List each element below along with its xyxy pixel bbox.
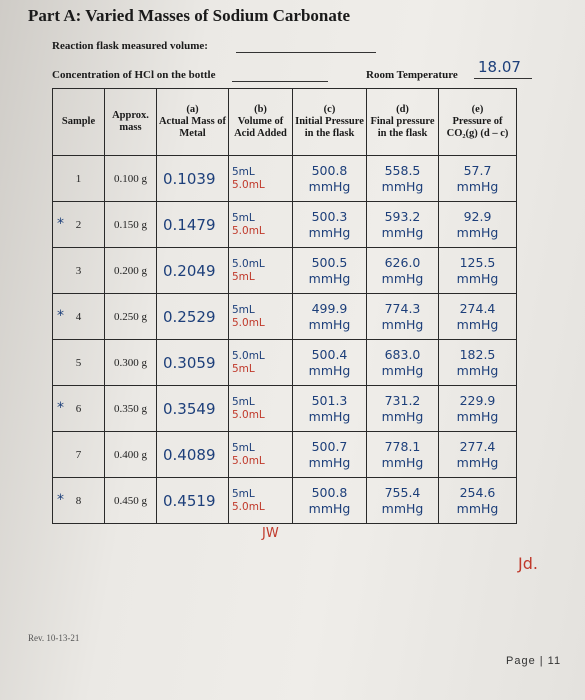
initial-pressure-value: 499.9 bbox=[311, 300, 348, 316]
actual-mass-cell: 0.2529 bbox=[157, 294, 229, 340]
co2-pressure-value: 277.4 bbox=[459, 438, 496, 454]
sample-cell bbox=[53, 202, 105, 248]
co2-pressure-value: 182.5 bbox=[459, 346, 496, 362]
data-table bbox=[52, 88, 517, 524]
table-row bbox=[53, 294, 517, 340]
table-row bbox=[53, 340, 517, 386]
sample-cell bbox=[53, 432, 105, 478]
volume-value-alt: 5mL bbox=[232, 362, 255, 375]
final-pressure-cell bbox=[367, 340, 439, 386]
volume-value: 5mL bbox=[232, 441, 255, 454]
header-e: (e) Pressure of CO₂(g) (d – c) bbox=[439, 89, 517, 156]
sample-cell bbox=[53, 340, 105, 386]
sample-cell bbox=[53, 386, 105, 432]
sample-number: 8 bbox=[75, 494, 82, 507]
sample-number: 3 bbox=[75, 264, 82, 277]
approx-mass-cell: 0.350 g bbox=[105, 386, 157, 432]
volume-value-alt: 5.0mL bbox=[232, 224, 265, 237]
volume-value-alt: 5.0mL bbox=[232, 454, 265, 467]
final-pressure-unit: mmHg bbox=[381, 408, 424, 424]
final-pressure-unit: mmHg bbox=[381, 270, 424, 286]
final-pressure-cell bbox=[367, 432, 439, 478]
co2-pressure-unit: mmHg bbox=[456, 454, 499, 470]
initial-pressure-cell bbox=[293, 386, 367, 432]
header-b: (b) Volume of Acid Added bbox=[229, 89, 293, 156]
volume-cell bbox=[229, 156, 293, 202]
actual-mass-cell: 0.3549 bbox=[157, 386, 229, 432]
star-mark: * bbox=[57, 216, 64, 232]
approx-mass-cell: 0.450 g bbox=[105, 478, 157, 524]
room-temp-blank bbox=[474, 78, 532, 79]
header-a: (a) Actual Mass of Metal bbox=[157, 89, 229, 156]
volume-value: 5mL bbox=[232, 303, 255, 316]
revision-label: Rev. 10-13-21 bbox=[28, 633, 80, 643]
initials-corner: Jd. bbox=[518, 554, 538, 573]
final-pressure-value: 755.4 bbox=[384, 484, 421, 500]
co2-pressure-unit: mmHg bbox=[456, 316, 499, 332]
volume-value-alt: 5.0mL bbox=[232, 178, 265, 191]
co2-pressure-unit: mmHg bbox=[456, 270, 499, 286]
final-pressure-cell bbox=[367, 248, 439, 294]
final-pressure-cell bbox=[367, 202, 439, 248]
final-pressure-value: 626.0 bbox=[384, 254, 421, 270]
volume-value: 5mL bbox=[232, 487, 255, 500]
initial-pressure-unit: mmHg bbox=[308, 500, 351, 516]
reaction-flask-label: Reaction flask measured volume: bbox=[52, 40, 208, 52]
initial-pressure-unit: mmHg bbox=[308, 362, 351, 378]
final-pressure-value: 731.2 bbox=[384, 392, 421, 408]
volume-value: 5mL bbox=[232, 395, 255, 408]
co2-pressure-cell bbox=[439, 156, 517, 202]
volume-value: 5mL bbox=[232, 165, 255, 178]
approx-mass-cell: 0.400 g bbox=[105, 432, 157, 478]
final-pressure-unit: mmHg bbox=[381, 316, 424, 332]
actual-mass-cell: 0.1039 bbox=[157, 156, 229, 202]
header-sample: Sample bbox=[53, 89, 105, 156]
initial-pressure-cell bbox=[293, 202, 367, 248]
final-pressure-unit: mmHg bbox=[381, 500, 424, 516]
co2-pressure-value: 254.6 bbox=[459, 484, 496, 500]
co2-pressure-unit: mmHg bbox=[456, 362, 499, 378]
initial-pressure-value: 500.7 bbox=[311, 438, 348, 454]
co2-pressure-value: 125.5 bbox=[459, 254, 496, 270]
co2-pressure-cell bbox=[439, 386, 517, 432]
volume-value: 5.0mL bbox=[232, 349, 265, 362]
initial-pressure-cell bbox=[293, 478, 367, 524]
volume-value: 5mL bbox=[232, 211, 255, 224]
initial-pressure-unit: mmHg bbox=[308, 178, 351, 194]
volume-value-alt: 5mL bbox=[232, 270, 255, 283]
sample-number: 7 bbox=[75, 448, 82, 461]
final-pressure-value: 774.3 bbox=[384, 300, 421, 316]
final-pressure-unit: mmHg bbox=[381, 224, 424, 240]
approx-mass-cell: 0.300 g bbox=[105, 340, 157, 386]
concentration-label: Concentration of HCl on the bottle bbox=[52, 69, 216, 81]
approx-mass-cell: 0.250 g bbox=[105, 294, 157, 340]
volume-value-alt: 5.0mL bbox=[232, 408, 265, 421]
sample-number: 1 bbox=[75, 172, 82, 185]
initial-pressure-unit: mmHg bbox=[308, 224, 351, 240]
initial-pressure-unit: mmHg bbox=[308, 316, 351, 332]
approx-mass-cell: 0.150 g bbox=[105, 202, 157, 248]
co2-pressure-cell bbox=[439, 432, 517, 478]
initial-pressure-unit: mmHg bbox=[308, 454, 351, 470]
page-title: Part A: Varied Masses of Sodium Carbonate bbox=[28, 6, 351, 25]
actual-mass-cell: 0.4089 bbox=[157, 432, 229, 478]
volume-cell bbox=[229, 294, 293, 340]
co2-pressure-cell bbox=[439, 248, 517, 294]
initials-under-table: JW bbox=[262, 526, 279, 541]
approx-mass-cell: 0.200 g bbox=[105, 248, 157, 294]
initial-pressure-unit: mmHg bbox=[308, 408, 351, 424]
initial-pressure-cell bbox=[293, 294, 367, 340]
page-number: Page | 11 bbox=[506, 655, 562, 667]
initial-pressure-cell bbox=[293, 156, 367, 202]
final-pressure-value: 593.2 bbox=[384, 208, 421, 224]
volume-cell bbox=[229, 340, 293, 386]
final-pressure-cell bbox=[367, 294, 439, 340]
initial-pressure-cell bbox=[293, 340, 367, 386]
final-pressure-cell bbox=[367, 156, 439, 202]
initial-pressure-value: 500.8 bbox=[311, 484, 348, 500]
sample-number: 5 bbox=[75, 356, 82, 369]
table-row bbox=[53, 248, 517, 294]
star-mark: * bbox=[57, 400, 64, 416]
concentration-blank bbox=[232, 81, 328, 82]
table-row bbox=[53, 156, 517, 202]
actual-mass-cell: 0.2049 bbox=[157, 248, 229, 294]
sample-cell bbox=[53, 478, 105, 524]
final-pressure-cell bbox=[367, 478, 439, 524]
volume-cell bbox=[229, 248, 293, 294]
volume-value-alt: 5.0mL bbox=[232, 500, 265, 513]
header-row bbox=[53, 89, 517, 156]
table-row bbox=[53, 202, 517, 248]
initial-pressure-value: 500.5 bbox=[311, 254, 348, 270]
initial-pressure-cell bbox=[293, 248, 367, 294]
co2-pressure-cell bbox=[439, 202, 517, 248]
actual-mass-cell: 0.3059 bbox=[157, 340, 229, 386]
table-row bbox=[53, 478, 517, 524]
initial-pressure-value: 500.4 bbox=[311, 346, 348, 362]
room-temp-value: 18.07 bbox=[478, 58, 521, 76]
sample-number: 4 bbox=[75, 310, 82, 323]
co2-pressure-unit: mmHg bbox=[456, 408, 499, 424]
co2-pressure-cell bbox=[439, 340, 517, 386]
final-pressure-unit: mmHg bbox=[381, 454, 424, 470]
actual-mass-cell: 0.1479 bbox=[157, 202, 229, 248]
co2-pressure-value: 92.9 bbox=[463, 208, 492, 224]
sample-number: 6 bbox=[75, 402, 82, 415]
table-row bbox=[53, 432, 517, 478]
volume-cell bbox=[229, 432, 293, 478]
co2-pressure-cell bbox=[439, 294, 517, 340]
room-temp-label: Room Temperature bbox=[366, 69, 458, 81]
header-d: (d) Final pressure in the flask bbox=[367, 89, 439, 156]
initial-pressure-value: 500.8 bbox=[311, 162, 348, 178]
final-pressure-cell bbox=[367, 386, 439, 432]
final-pressure-value: 558.5 bbox=[384, 162, 421, 178]
co2-pressure-value: 229.9 bbox=[459, 392, 496, 408]
co2-pressure-value: 57.7 bbox=[463, 162, 492, 178]
actual-mass-cell: 0.4519 bbox=[157, 478, 229, 524]
star-mark: * bbox=[57, 492, 64, 508]
initial-pressure-cell bbox=[293, 432, 367, 478]
volume-cell bbox=[229, 386, 293, 432]
sample-cell bbox=[53, 294, 105, 340]
sample-cell bbox=[53, 156, 105, 202]
initial-pressure-value: 501.3 bbox=[311, 392, 348, 408]
co2-pressure-value: 274.4 bbox=[459, 300, 496, 316]
final-pressure-value: 683.0 bbox=[384, 346, 421, 362]
co2-pressure-unit: mmHg bbox=[456, 500, 499, 516]
header-c: (c) Initial Pressure in the flask bbox=[293, 89, 367, 156]
initial-pressure-value: 500.3 bbox=[311, 208, 348, 224]
table-row bbox=[53, 386, 517, 432]
co2-pressure-unit: mmHg bbox=[456, 224, 499, 240]
sample-cell bbox=[53, 248, 105, 294]
reaction-flask-blank bbox=[236, 52, 376, 53]
approx-mass-cell: 0.100 g bbox=[105, 156, 157, 202]
sample-number: 2 bbox=[75, 218, 82, 231]
co2-pressure-cell bbox=[439, 478, 517, 524]
star-mark: * bbox=[57, 308, 64, 324]
initial-pressure-unit: mmHg bbox=[308, 270, 351, 286]
final-pressure-unit: mmHg bbox=[381, 362, 424, 378]
volume-cell bbox=[229, 478, 293, 524]
final-pressure-unit: mmHg bbox=[381, 178, 424, 194]
final-pressure-value: 778.1 bbox=[384, 438, 421, 454]
co2-pressure-unit: mmHg bbox=[456, 178, 499, 194]
header-approx: Approx. mass bbox=[105, 89, 157, 156]
volume-value-alt: 5.0mL bbox=[232, 316, 265, 329]
volume-cell bbox=[229, 202, 293, 248]
volume-value: 5.0mL bbox=[232, 257, 265, 270]
